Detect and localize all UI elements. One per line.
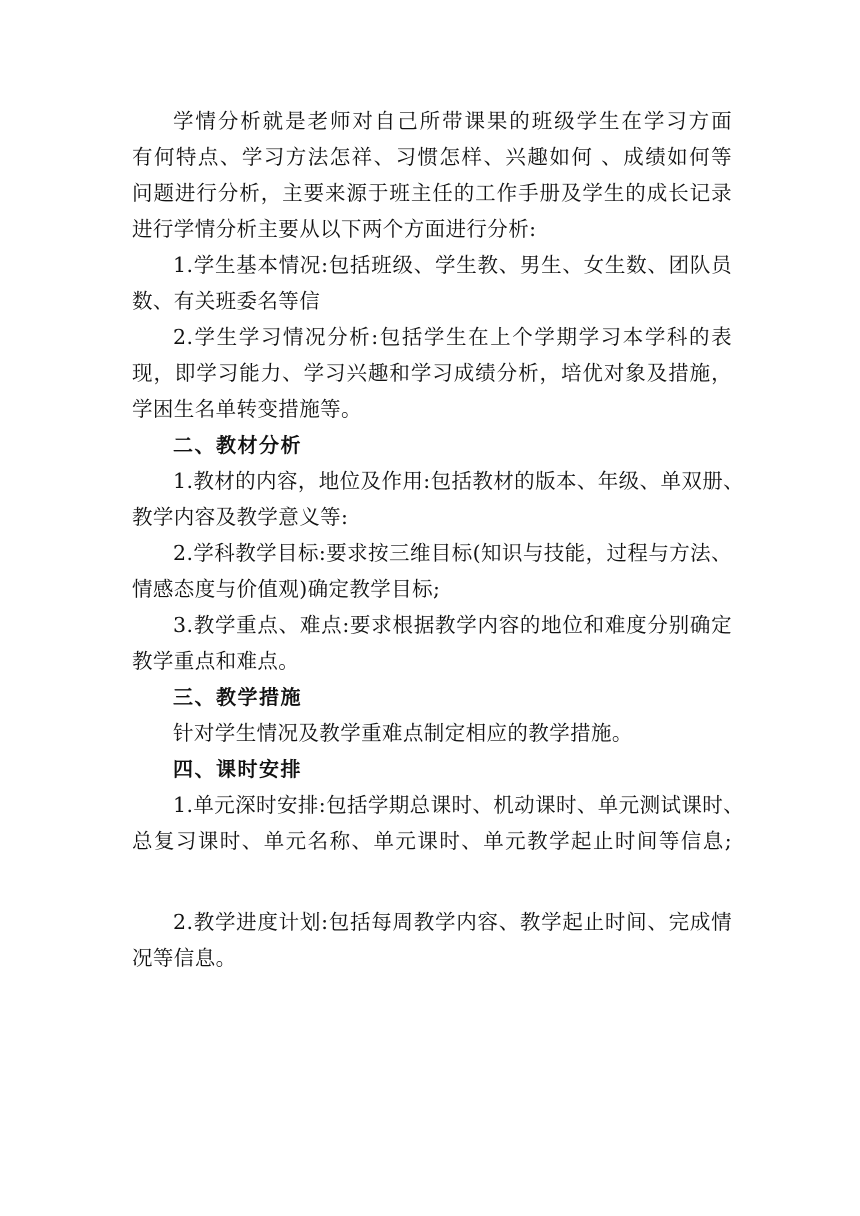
text-line: 针对学生情况及教学重难点制定相应的教学措施。 <box>173 721 633 745</box>
text-line: 有何特点、学习方法怎祥、习惯怎样、兴趣如何 、成绩如何等 <box>132 145 732 169</box>
section-heading-measures: 三、教学措施 <box>173 685 302 709</box>
key-points-paragraph <box>132 607 732 679</box>
measures-paragraph <box>132 715 732 751</box>
progress-plan-paragraph <box>132 904 732 976</box>
document-body <box>132 103 745 976</box>
text-line: 总复习课时、单元名称、单元课时、单元教学起止时间等信息; <box>132 829 732 853</box>
text-line: 1.学生基本情况:包括班级、学生教、男生、女生数、团队员 <box>173 253 732 277</box>
blank-spacer <box>132 859 732 904</box>
unit-hours-paragraph <box>132 787 745 859</box>
text-line: 学情分析就是老师对自己所带课果的班级学生在学习方面 <box>173 109 732 133</box>
section-heading-schedule: 四、课时安排 <box>173 757 302 781</box>
student-learning-paragraph <box>132 319 732 427</box>
student-basic-paragraph <box>132 247 732 319</box>
text-line: 教学内容及教学意义等: <box>132 505 349 529</box>
text-line: 2.学科教学目标:要求按三维目标(知识与技能，过程与方法、 <box>173 541 732 565</box>
text-line: 3.教学重点、难点:要求根据教学内容的地位和难度分别确定 <box>173 613 732 637</box>
section-heading-textbook: 二、教材分析 <box>173 433 302 457</box>
text-line: 2.学生学习情况分析:包括学生在上个学期学习本学科的表 <box>173 325 732 349</box>
text-line: 学困生名单转变措施等。 <box>132 397 362 421</box>
text-line: 况等信息。 <box>132 946 237 970</box>
text-line: 现，即学习能力、学习兴趣和学习成绩分析，培优对象及措施， <box>132 361 732 385</box>
intro-paragraph <box>132 103 732 247</box>
text-line: 情感态度与价值观)确定教学目标; <box>132 577 441 601</box>
text-line: 2.教学进度计划:包括每周教学内容、教学起止时间、完成情 <box>173 910 732 934</box>
text-line: 教学重点和难点。 <box>132 649 300 673</box>
text-line: 1.单元深时安排:包括学期总课时、机动课时、单元测试课时、 <box>173 793 745 817</box>
text-line: 进行学情分析主要从以下两个方面进行分析: <box>132 217 537 241</box>
textbook-content-paragraph <box>132 463 745 535</box>
text-line: 问题进行分析，主要来源于班主任的工作手册及学生的成长记录 <box>132 181 732 205</box>
teaching-goals-paragraph <box>132 535 732 607</box>
text-line: 1.教材的内容，地位及作用:包括教材的版本、年级、单双册、 <box>173 469 745 493</box>
text-line: 数、有关班委名等信 <box>132 289 321 313</box>
